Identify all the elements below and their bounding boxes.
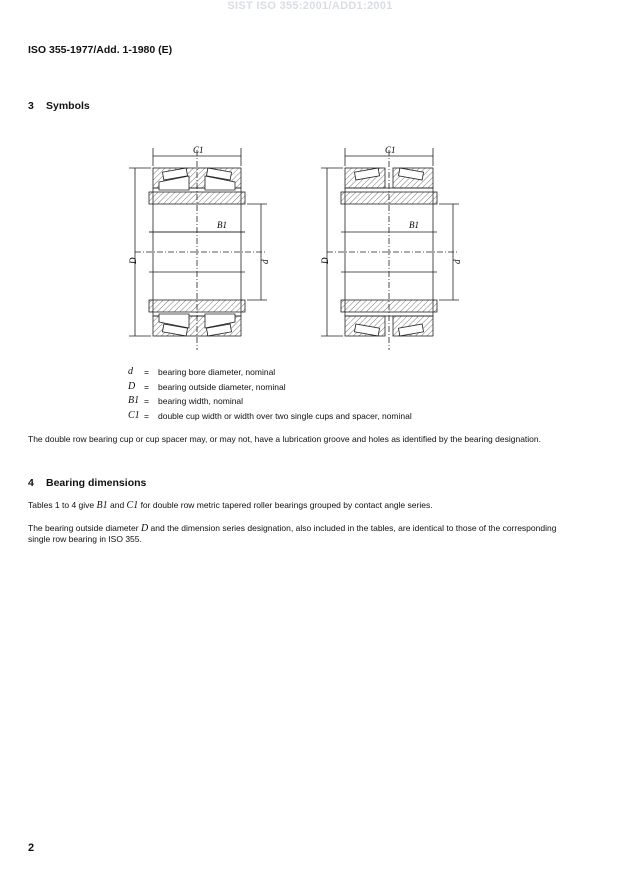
section-4-heading [28, 477, 146, 489]
label-d-right: d [452, 259, 462, 264]
paragraph-tables [28, 500, 568, 511]
symbol-legend [128, 365, 412, 423]
page-number: 2 [28, 842, 35, 854]
label-d-left: d [260, 259, 270, 264]
variable: C1 [126, 500, 139, 511]
section-title: Bearing dimensions [46, 477, 147, 489]
legend-sep: = [144, 367, 149, 377]
section-title: Symbols [46, 100, 90, 112]
section-number: 4 [28, 477, 34, 489]
text-run: and [107, 500, 127, 510]
variable: B1 [96, 500, 108, 511]
label-b1-right: B1 [409, 220, 419, 230]
legend-text: bearing outside diameter, nominal [158, 381, 286, 392]
bearing-figure [125, 140, 462, 360]
legend-row [128, 394, 412, 409]
legend-symbol: C1 [128, 409, 140, 421]
section-number: 3 [28, 100, 34, 112]
legend-text: double cup width or width over two single cups and spacer, nominal [158, 410, 412, 421]
legend-sep: = [144, 381, 149, 392]
paragraph-dimension-series [28, 523, 568, 545]
legend-symbol: d [128, 366, 133, 377]
label-D-right: D [320, 257, 330, 264]
label-c1-right: C1 [385, 145, 396, 155]
text-run: Tables 1 to 4 give [28, 500, 97, 510]
text-run: for double row metric tapered roller bearings grouped by contact angle series. [138, 500, 433, 510]
label-c1-left: C1 [193, 145, 204, 155]
bearing-drawings-svg [125, 140, 462, 355]
watermark: SIST ISO 355:2001/ADD1:2001 [227, 0, 393, 12]
bearing-right [321, 148, 459, 350]
legend-row [128, 409, 412, 424]
legend-symbol: D [128, 380, 136, 392]
section-3-heading [28, 100, 90, 112]
label-b1-left: B1 [217, 220, 227, 230]
bearing-left [129, 148, 267, 350]
text-run: and the dimension series designation, also included in the tables, are identical to those of the corresponding single row bearing in ISO 355. [28, 523, 557, 544]
standard-header: ISO 355-1977/Add. 1-1980 (E) [28, 44, 173, 56]
legend-text: bearing bore diameter, nominal [158, 367, 276, 377]
legend-row [128, 365, 412, 380]
variable: D [140, 523, 149, 534]
legend-symbol: B1 [128, 395, 140, 406]
legend-text: bearing width, nominal [158, 396, 244, 406]
legend-sep: = [144, 396, 149, 406]
legend-sep: = [144, 410, 149, 421]
label-D-left: D [128, 257, 138, 264]
paragraph-lubrication: The double row bearing cup or cup spacer may, or may not, have a lubrication groove and holes as identified by the bearing designation. [28, 434, 541, 444]
legend-row [128, 380, 412, 395]
text-run: The bearing outside diameter [28, 523, 141, 533]
